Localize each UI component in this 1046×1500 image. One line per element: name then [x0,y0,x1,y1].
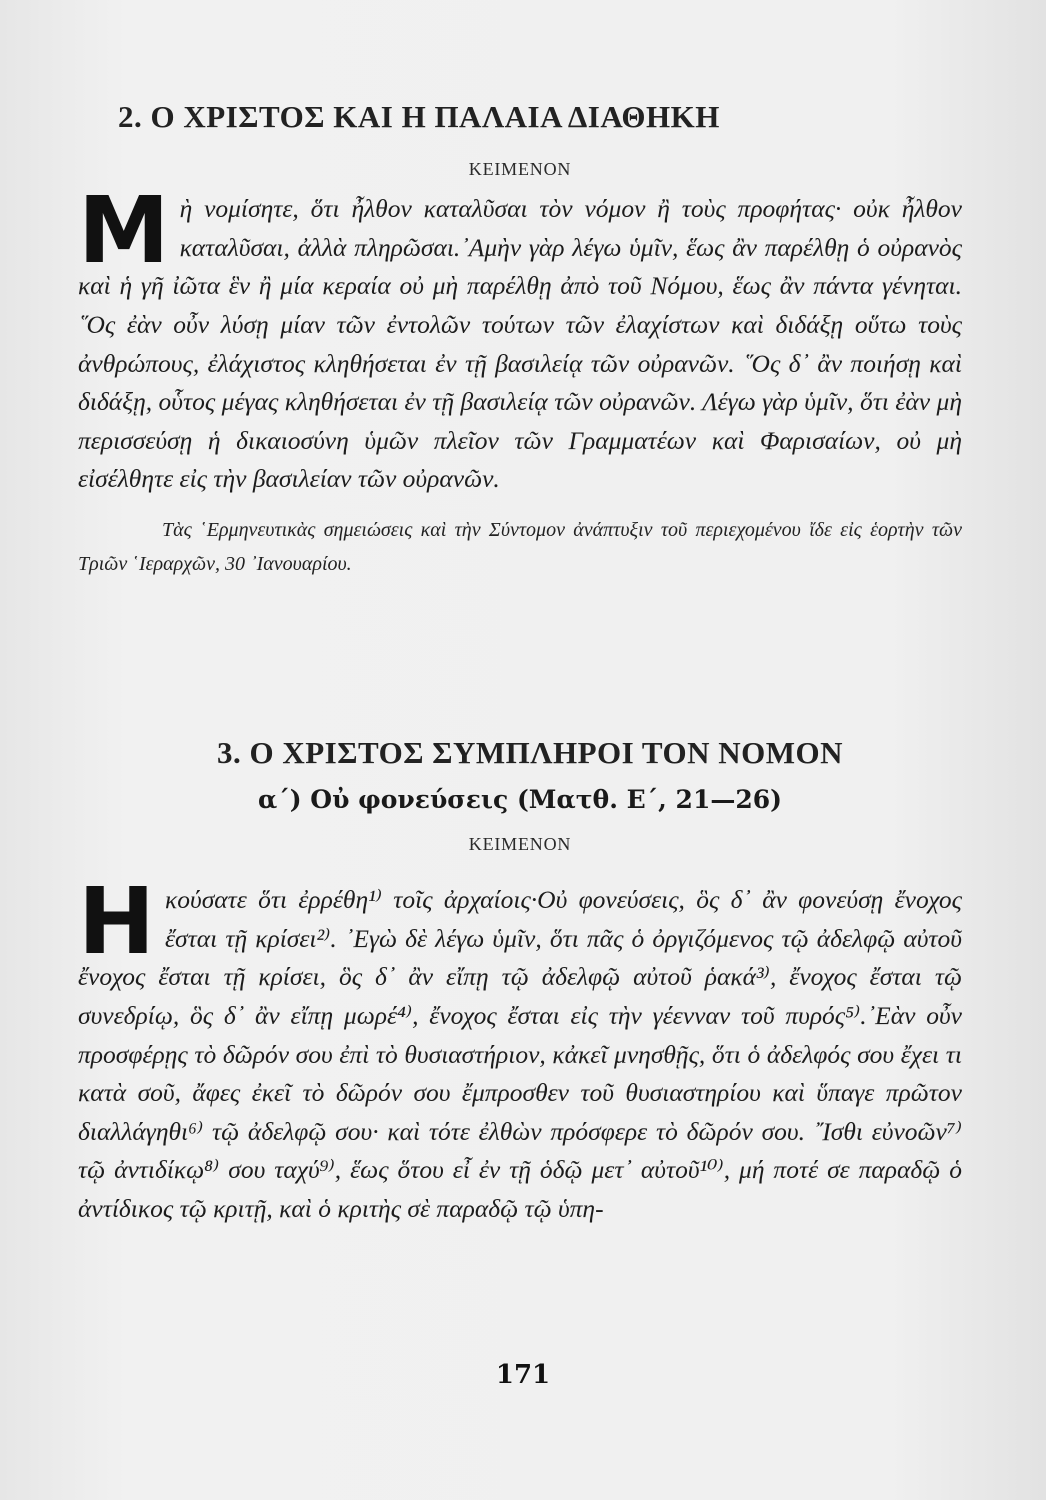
section-2-body-text: ὴ νομίσητε, ὅτι ἦλθον καταλῦσαι τὸν νόμον ἢ τοὺς προφήτας· οὐκ ἦλθον καταλῦσαι, ἀλλὰ πληρῶσαι.᾽Αμὴν γὰρ λέγω ὑμῖν, ἕως ἂν παρέλθῃ ὁ οὐρανὸς καὶ ἡ γῆ ἰῶτα ἓν ἢ μία κεραία οὐ μὴ παρέλθῃ ἀπὸ τοῦ Νόμου, ἕως ἂν πάντα γένηται. ῞Ος ἐὰν οὖν λύσῃ μίαν τῶν ἐντολῶν τούτων τῶν ἐλαχίστων καὶ διδάξῃ οὕτω τοὺς ἀνθρώπους, ἐλάχιστος κληθήσεται ἐν τῇ βασιλείᾳ τῶν οὐρανῶν. ῞Ος δ᾽ ἂν ποιήσῃ καὶ διδάξῃ, οὗτος μέγας κληθήσεται ἐν τῇ βασιλείᾳ τῶν οὐρανῶν. Λέγω γὰρ ὑμῖν, ὅτι ἐὰν μὴ περισσεύσῃ ἡ δικαιοσύνη ὑμῶν πλεῖον τῶν Γραμματέων καὶ Φαρισαίων, οὐ μὴ εἰσέλθητε εἰς τὴν βασιλείαν τῶν οὐρανῶν. [78,194,962,494]
section-3-body-text: κούσατε ὅτι ἐρρέθη¹⁾ τοῖς ἀρχαίοις·Οὐ φονεύσεις, ὃς δ᾽ ἂν φονεύσῃ ἔνοχος ἔσται τῇ κρίσει²⁾. ᾽Εγὼ δὲ λέγω ὑμῖν, ὅτι πᾶς ὁ ὀργιζόμενος τῷ ἀδελφῷ αὐτοῦ ἔνοχος ἔσται τῇ κρίσει, ὃς δ᾽ ἂν εἴπῃ τῷ ἀδελφῷ αὐτοῦ ῥακά³⁾, ἔνοχος ἔσται τῷ συνεδρίῳ, ὃς δ᾽ ἂν εἴπῃ μωρέ⁴⁾, ἔνοχος ἔσται εἰς τὴν γέενναν τοῦ πυρός⁵⁾.᾽Εὰν οὖν προσφέρῃς τὸ δῶρόν σου ἐπὶ τὸ θυσιαστήριον, κἀκεῖ μνησθῇς, ὅτι ὁ ἀδελφός σου ἔχει τι κατὰ σοῦ, ἄφες ἐκεῖ τὸ δῶρόν σου ἔμπροσθεν τοῦ θυσιαστηρίου καὶ ὕπαγε πρῶτον διαλλάγηθι⁶⁾ τῷ ἀδελφῷ σου· καὶ τότε ἐλθὼν πρόσφερε τὸ δῶρόν σου. ῎Ισθι εὐνοῶν⁷⁾ τῷ ἀντιδίκῳ⁸⁾ σου ταχύ⁹⁾, ἕως ὅτου εἶ ἐν τῇ ὁδῷ μετ᾽ αὐτοῦ¹⁰⁾, μή ποτέ σε παραδῷ ὁ ἀντίδικος τῷ κριτῇ, καὶ ὁ κριτὴς σὲ παραδῷ τῷ ὑπη- [78,885,962,1223]
section-3-label: ΚΕΙΜΕΝΟΝ [468,834,572,855]
section-3-subtitle: α΄) Οὐ φονεύσεις (Ματθ. Ε΄, 21—26) [258,785,782,815]
section-2-label: ΚΕΙΜΕΝΟΝ [468,159,572,180]
section-2-note: Τὰς ῾Ερμηνευτικὰς σημειώσεις καὶ τὴν Σύντομον ἀνάπτυξιν τοῦ περιεχομένου ἴδε εἰς ἑορτὴν τῶν Τριῶν ῾Ιεραρχῶν, 30 ᾽Ιανουαρίου. [78,518,962,575]
section-2-dropcap: Μ [78,177,170,285]
section-2-title: 2. Ο ΧΡΙΣΤΟΣ ΚΑΙ Η ΠΑΛΑΙΑ ΔΙΑΘΗΚΗ [118,99,720,134]
section-3 [78,734,962,1229]
section-3-dropcap: Η [78,868,155,976]
section-3-body [78,868,962,1228]
section-3-title: 3. Ο ΧΡΙΣΤΟΣ ΣΥΜΠΛΗΡΟΙ ΤΟΝ ΝΟΜΟΝ [216,735,844,770]
section-2 [78,98,962,581]
section-2-body [78,177,962,499]
page-number: 171 [495,1360,551,1390]
